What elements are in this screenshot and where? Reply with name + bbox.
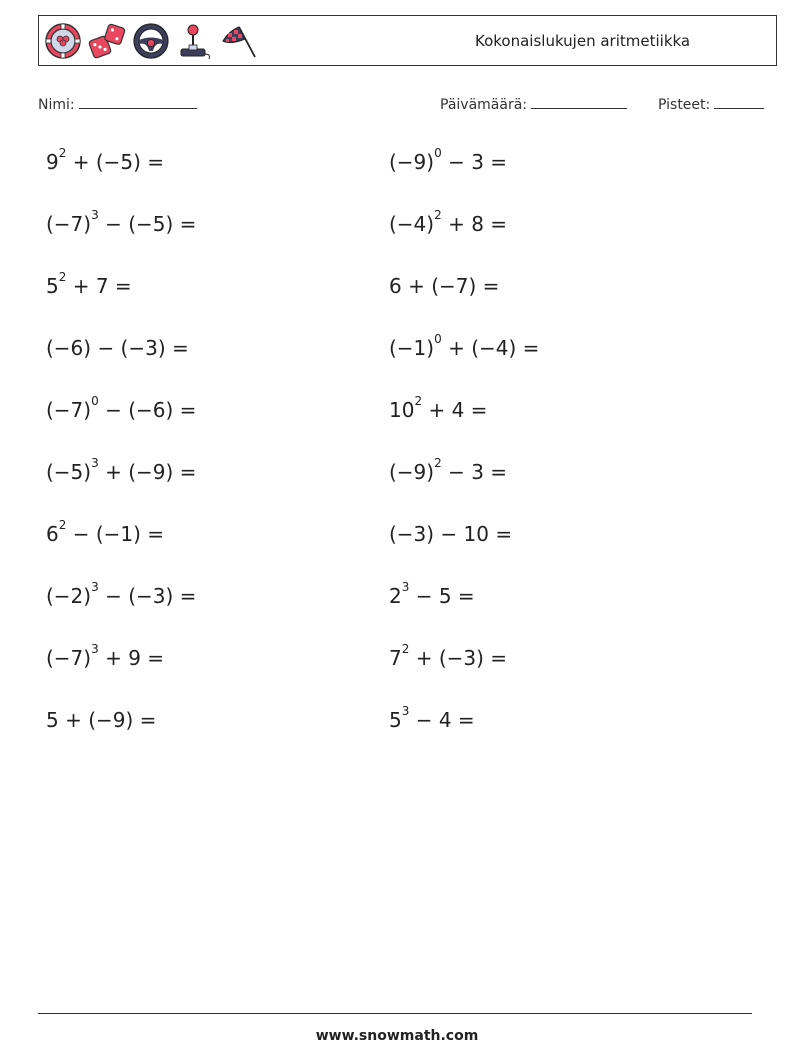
problem-item	[389, 274, 499, 298]
problem-rest: − (−6) =	[98, 398, 197, 422]
problem-item	[46, 708, 156, 732]
score-label: Pisteet:	[658, 97, 711, 113]
problem-exponent: 0	[91, 394, 99, 408]
problem-base: (−7)	[46, 212, 92, 236]
problem-exponent: 2	[434, 456, 442, 470]
problem-exponent: 3	[401, 704, 410, 718]
problem-base: 5	[46, 274, 59, 298]
problem-base: (−9)	[389, 460, 435, 484]
problem-item	[389, 580, 475, 608]
problem-exponent: 3	[91, 456, 99, 470]
problem-exponent: 2	[58, 518, 67, 532]
problem-item	[46, 642, 165, 670]
problem-rest: + (−9) =	[98, 460, 197, 484]
problem-exponent: 3	[91, 208, 99, 222]
name-label: Nimi:	[38, 97, 75, 113]
problem-rest: + (−3) =	[409, 646, 508, 670]
problem-base: 6	[46, 522, 59, 546]
footer-divider	[38, 1013, 752, 1014]
problem-exponent: 2	[58, 146, 67, 160]
problem-item	[389, 146, 508, 174]
problem-rest: + 4 =	[422, 398, 488, 422]
checkered-flag-icon	[219, 21, 259, 61]
header-icons	[43, 21, 259, 61]
problem-rest: − 5 =	[409, 584, 475, 608]
problem-exponent: 2	[414, 394, 423, 408]
problem-base: (−5)	[46, 460, 92, 484]
worksheet-title: Kokonaislukujen aritmetiikka	[475, 32, 691, 50]
problem-item	[46, 394, 197, 422]
problem-exponent: 0	[434, 146, 442, 160]
problem-base: 5 + (−9) =	[46, 708, 157, 732]
problem-item	[46, 518, 165, 546]
problem-item	[389, 456, 508, 484]
problem-base: 10	[389, 398, 415, 422]
problem-item	[389, 522, 512, 546]
problem-rest: − (−1) =	[66, 522, 165, 546]
worksheet-header	[38, 15, 777, 66]
problem-rest: − (−5) =	[98, 212, 197, 236]
problem-rest: + 9 =	[98, 646, 165, 670]
footer-url[interactable]: www.snowmath.com	[315, 1028, 479, 1044]
problem-item	[46, 336, 189, 360]
problem-item	[46, 456, 197, 484]
problem-base: 6 + (−7) =	[389, 274, 500, 298]
problem-base: (−1)	[389, 336, 435, 360]
problem-rest: + (−5) =	[66, 150, 165, 174]
problem-exponent: 2	[401, 642, 410, 656]
problem-base: (−9)	[389, 150, 435, 174]
problem-base: (−7)	[46, 398, 92, 422]
problem-exponent: 3	[91, 642, 99, 656]
problem-item	[46, 146, 165, 174]
dice-icon	[87, 21, 127, 61]
problem-rest: − 3 =	[441, 150, 508, 174]
name-blank-line[interactable]	[79, 94, 197, 109]
joystick-icon	[175, 21, 215, 61]
problem-item	[389, 208, 508, 236]
problem-item	[389, 704, 475, 732]
score-field[interactable]	[658, 94, 764, 113]
problem-base: (−2)	[46, 584, 92, 608]
problem-base: 5	[389, 708, 402, 732]
problem-exponent: 2	[434, 208, 442, 222]
problem-rest: + 8 =	[441, 212, 508, 236]
problem-rest: + (−4) =	[441, 336, 540, 360]
problem-item	[389, 394, 488, 422]
problem-item	[389, 642, 508, 670]
date-label: Päivämäärä:	[440, 97, 527, 113]
problem-item	[46, 208, 197, 236]
problem-base: 7	[389, 646, 402, 670]
problem-rest: − 3 =	[441, 460, 508, 484]
problem-item	[46, 580, 197, 608]
problem-exponent: 0	[434, 332, 442, 346]
problem-base: (−6) − (−3) =	[46, 336, 189, 360]
problem-rest: + 7 =	[66, 274, 132, 298]
poker-chip-icon	[43, 21, 83, 61]
problem-rest: − 4 =	[409, 708, 475, 732]
problem-base: (−4)	[389, 212, 435, 236]
date-field[interactable]	[440, 94, 627, 113]
problem-item	[46, 270, 132, 298]
problem-rest: − (−3) =	[98, 584, 197, 608]
date-blank-line[interactable]	[531, 94, 627, 109]
problem-item	[389, 332, 540, 360]
score-blank-line[interactable]	[714, 94, 764, 109]
problem-base: 2	[389, 584, 402, 608]
problem-base: (−3) − 10 =	[389, 522, 513, 546]
problem-exponent: 3	[91, 580, 99, 594]
problem-exponent: 3	[401, 580, 410, 594]
problem-base: (−7)	[46, 646, 92, 670]
problem-exponent: 2	[58, 270, 67, 284]
steering-wheel-icon	[131, 21, 171, 61]
problem-base: 9	[46, 150, 59, 174]
name-field[interactable]	[38, 94, 197, 113]
